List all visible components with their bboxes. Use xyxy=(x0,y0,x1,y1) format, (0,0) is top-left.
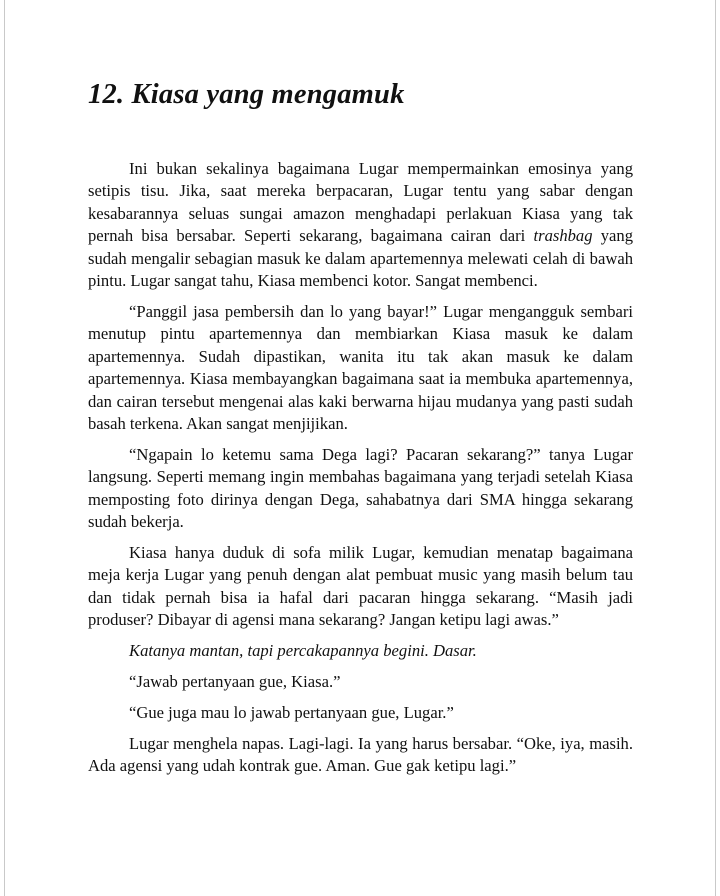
paragraph-2: “Panggil jasa pembersih dan lo yang bayar!” Lugar mengangguk sembari menutup pintu apartemennya dan membiarkan Kiasa masuk ke dalam apartemennya. Sudah dipastikan, wanita itu tak akan masuk ke dalam apartemennya. Kiasa membayangkan bagaimana saat ia membuka apartemennya, dan cairan tersebut mengenai alas kaki berwarna hijau mudanya yang pasti sudah basah terkena. Akan sangat menjijikan. xyxy=(88,301,633,433)
paragraph-5-italic xyxy=(88,640,633,662)
page-edge-left xyxy=(4,0,5,896)
paragraph-3: “Ngapain lo ketemu sama Dega lagi? Pacaran sekarang?” tanya Lugar langsung. Seperti memang ingin membahas bagaimana yang terjadi setelah Kiasa memposting foto dirinya dengan Dega, sahabatnya dari SMA hingga sekarang sudah bekerja. xyxy=(88,444,633,532)
paragraph-7: “Gue juga mau lo jawab pertanyaan gue, Lugar.” xyxy=(129,702,454,722)
paragraph-1-text-start: Ini bukan sekalinya bagaimana Lugar mempermainkan emosinya yang setipis tisu. Jika, saat mereka berpacaran, Lugar tentu yang sabar dengan kesabarannya seluas sungai amazon menghadapi perlakuan Kiasa yang tak pernah bisa bersabar. Seperti sekarang, bagaimana cairan dari xyxy=(88,159,633,246)
paragraph-1 xyxy=(88,158,633,292)
paragraph-8: Lugar menghela napas. Lagi-lagi. Ia yang harus bersabar. “Oke, iya, masih. Ada agensi yang udah kontrak gue. Aman. Gue gak ketipu lagi.” xyxy=(88,733,633,776)
italic-thought: Katanya mantan, tapi percakapannya begini. Dasar. xyxy=(129,641,477,661)
document-page xyxy=(88,76,633,786)
paragraph-1-text-end: yang sudah mengalir sebagian masuk ke dalam apartemennya melewati celah di bawah pintu. Lugar sangat tahu, Kiasa membenci kotor. Sangat membenci. xyxy=(88,226,634,291)
paragraph-4: Kiasa hanya duduk di sofa milik Lugar, kemudian menatap bagaimana meja kerja Lugar yang penuh dengan alat pembuat music yang masih belum tau dan tidak pernah bisa ia hafal dari pacaran hingga sekarang. “Masih jadi produser? Dibayar di agensi mana sekarang? Jangan ketipu lagi awas.” xyxy=(88,543,633,630)
page-edge-right xyxy=(715,0,716,896)
chapter-title: 12. Kiasa yang mengamuk xyxy=(88,79,405,110)
paragraph-1-italic-term: trashbag xyxy=(533,226,593,246)
paragraph-6: “Jawab pertanyaan gue, Kiasa.” xyxy=(129,672,341,692)
